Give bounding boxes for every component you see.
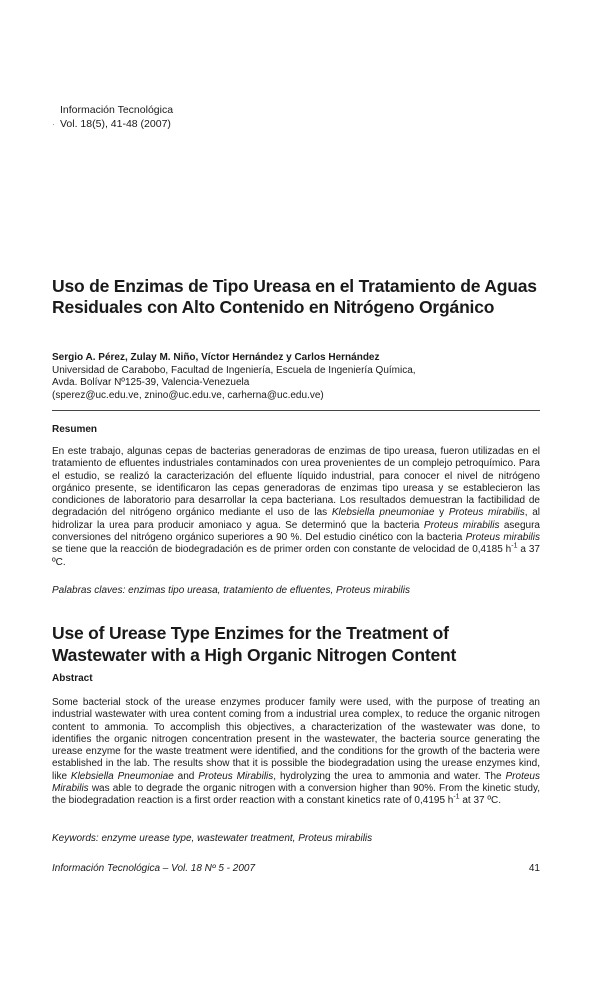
species-name: Proteus mirabilis <box>423 519 500 531</box>
abstract-paragraph <box>52 697 540 808</box>
journal-name: Información Tecnológica <box>60 104 174 116</box>
species-name: Proteus Mirabilis <box>198 770 274 782</box>
resumen-paragraph <box>52 446 540 569</box>
affiliation: Universidad de Carabobo, Facultad de Ingeniería, Escuela de Ingeniería Química, <box>52 364 416 376</box>
abstract-text: Some bacterial stock of the urease enzymes producer family were used, with the purpose of treating an industrial wastewater with urea content coming from a industrial urea complex, to reduce the organic nitrogen content to ammonia. To accomplish this objectives, a characterization of the wastewater was done, to identifies the organic nitrogen concentration present in the wastewater, the bacteria source generating the urease enzyme for the waste treatment were identified, and the conditions for the growth of the bacteria were established in the lab. The results show that it is possible the biodegradation using the urease enzymes kind, like <box>52 697 540 782</box>
resumen-heading: Resumen <box>52 424 98 435</box>
rate-exponent: -1 <box>511 543 518 551</box>
resumen-text: , al hidrolizar la urea para producir amoniaco y agua. Se determinó que la bacteria <box>52 507 541 531</box>
rate-exponent: -1 <box>453 794 460 802</box>
resumen-text: asegura conversiones del nitrógeno orgánico superiores a 90 %. Del estudio cinético con la bacteria <box>52 519 540 544</box>
footer-citation: Información Tecnológica – Vol. 18 Nº 5 - 2007 <box>52 863 256 874</box>
journal-volume: Vol. 18(5), 41-48 (2007) <box>60 118 171 130</box>
paper-title-spanish: Uso de Enzimas de Tipo Ureasa en el Tratamiento de Aguas Residuales con Alto Contenido en Nitrógeno Orgánico <box>52 276 537 317</box>
species-name: Klebsiella Pneumoniae <box>70 770 174 782</box>
authors-block <box>52 352 542 402</box>
palabras-claves: Palabras claves: enzimas tipo ureasa, tratamiento de efluentes, Proteus mirabilis <box>52 585 410 596</box>
divider-line <box>52 410 540 411</box>
species-name: Klebsiella pneumoniae <box>331 507 435 519</box>
keywords-line: Keywords: enzyme urease type, wastewater treatment, Proteus mirabilis <box>52 833 373 844</box>
abstract-heading: Abstract <box>52 673 93 684</box>
resumen-text: En este trabajo, algunas cepas de bacterias generadoras de enzimas de tipo ureasa, fueron utilizadas en el tratamiento de efluentes industriales contaminados con urea provenientes de un complejo petroquímico. Para el estudio, se realizó la caracterización del efluente líquido industrial, para conocer el nivel de nitrógeno orgánico presente, se identificaron las cepas generadoras de enzimas tipo ureasa y se establecieron las condiciones de laboratorio para desarrollar la cepa bacteriana. Los resultados demuestran la factibilidad de degradación del nitrógeno orgánico mediante el uso de las <box>52 446 540 519</box>
species-name: Proteus Mirabilis <box>52 770 540 795</box>
journal-header <box>52 103 174 131</box>
resumen-text: y <box>434 507 449 519</box>
emails: (sperez@uc.edu.ve, znino@uc.edu.ve, carherna@uc.edu.ve) <box>52 389 324 401</box>
margin-mark: · <box>52 119 55 129</box>
resumen-text: a 37 ºC. <box>52 544 540 568</box>
abstract-text: at 37 ºC. <box>459 795 502 807</box>
species-name: Proteus mirabilis <box>465 532 540 544</box>
species-name: Proteus mirabilis <box>448 507 525 519</box>
abstract-text: was able to degrade the organic nitrogen with a conversion higher than 90%. From the kinetic study, the biodegradation reaction is a first order reaction with a constant kinetics rate of 0,4195 h <box>52 783 540 807</box>
paper-title-english: Use of Urease Type Enzimes for the Treatment of Wastewater with a High Organic Nitrogen Content <box>52 623 457 665</box>
abstract-text: and <box>173 770 199 782</box>
resumen-text: se tiene que la reacción de biodegradación es de primer orden con constante de velocidad de 0,4185 h <box>52 544 512 556</box>
author-names: Sergio A. Pérez, Zulay M. Niño, Víctor Hernández y Carlos Hernández <box>52 352 380 363</box>
address: Avda. Bolívar Nº125-39, Valencia-Venezuela <box>52 377 250 388</box>
page-number: 41 <box>528 863 540 874</box>
abstract-text: , hydrolyzing the urea to ammonia and water. The <box>273 770 506 782</box>
